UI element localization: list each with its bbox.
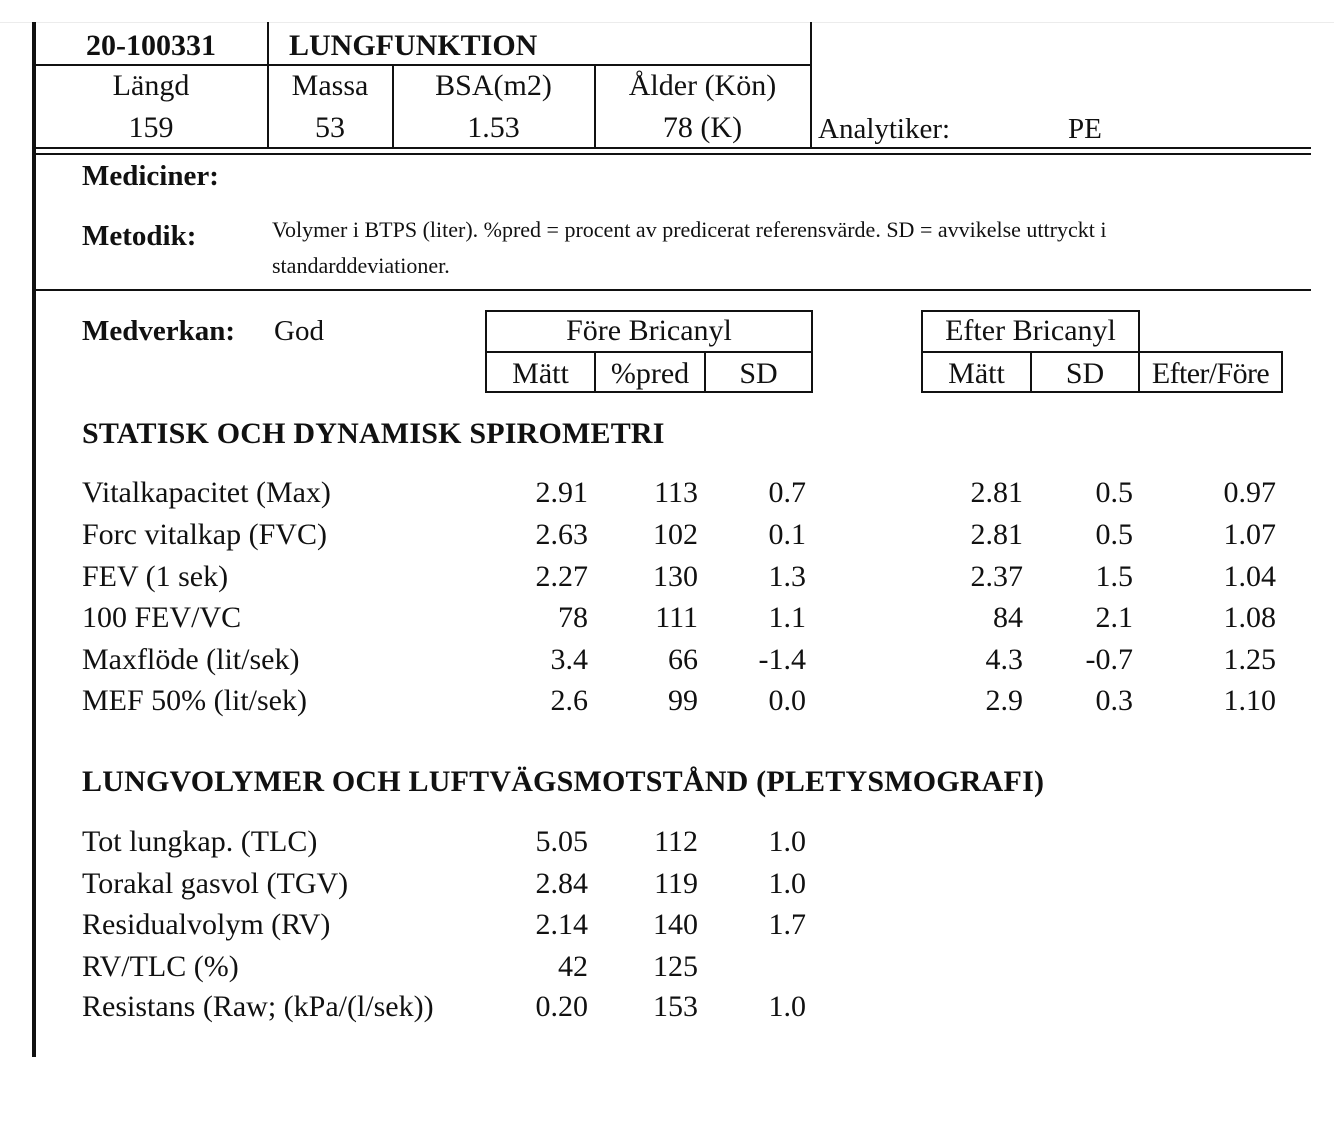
cell-ratio: 1.04 (1223, 560, 1276, 593)
fore-bricanyl-title: Före Bricanyl (566, 314, 732, 347)
cell-pred: 140 (653, 908, 698, 941)
efter-bricanyl-title: Efter Bricanyl (945, 314, 1116, 347)
section1-title: STATISK OCH DYNAMISK SPIROMETRI (82, 417, 665, 450)
cell-ratio: 1.08 (1223, 601, 1276, 634)
header-label-massa: Massa (291, 69, 369, 102)
row-label: Resistans (Raw; (kPa/(l/sek)) (82, 990, 434, 1023)
col-header-matt: Mätt (512, 357, 569, 390)
cell-sd: 0.7 (768, 476, 806, 509)
row-label: RV/TLC (%) (82, 950, 239, 983)
row-label: MEF 50% (lit/sek) (82, 684, 307, 717)
efter-bottom-rule (1138, 391, 1283, 393)
metodik-text-line1: Volymer i BTPS (liter). %pred = procent av predicerat referensvärde. SD = avvikelse uttryckt i (272, 217, 1107, 242)
cell-matt2: 4.3 (985, 643, 1023, 676)
cell-matt: 5.05 (535, 825, 588, 858)
cell-matt: 2.14 (535, 908, 588, 941)
viewer-top-band (0, 0, 1334, 23)
efter-subrule (921, 351, 1283, 353)
mediciner-label: Mediciner: (82, 160, 219, 192)
cell-matt: 78 (558, 601, 588, 634)
row-label: Residualvolym (RV) (82, 908, 331, 941)
cell-sd2: 2.1 (1095, 601, 1133, 634)
cell-sd: 1.7 (768, 908, 806, 941)
cell-pred: 66 (668, 643, 698, 676)
header-value-langd: 159 (128, 111, 174, 144)
cell-matt: 42 (558, 950, 588, 983)
cell-sd: 1.3 (768, 560, 806, 593)
cell-matt: 2.27 (535, 560, 588, 593)
cell-matt: 2.63 (535, 518, 588, 551)
header-double-rule (34, 147, 1311, 149)
header-label-bsa: BSA(m2) (435, 69, 552, 102)
cell-sd2: 0.3 (1095, 684, 1133, 717)
row-label: Maxflöde (lit/sek) (82, 643, 300, 676)
cell-sd2: 0.5 (1095, 476, 1133, 509)
section-rule (34, 289, 1311, 291)
row-label: 100 FEV/VC (82, 601, 242, 634)
header-label-alder: Ålder (Kön) (628, 69, 777, 102)
col-header-ratio: Efter/Före (1151, 357, 1270, 390)
efter-col-divider (1281, 351, 1283, 393)
cell-ratio: 1.10 (1223, 684, 1276, 717)
header-rule (34, 64, 812, 66)
cell-matt: 0.20 (535, 990, 588, 1023)
cell-sd: 1.0 (768, 867, 806, 900)
cell-matt: 2.91 (535, 476, 588, 509)
cell-ratio: 0.97 (1223, 476, 1276, 509)
cell-matt: 2.6 (550, 684, 588, 717)
section2-title: LUNGVOLYMER OCH LUFTVÄGSMOTSTÅND (PLETYSMOGRAFI) (82, 765, 1045, 798)
cell-pred: 153 (653, 990, 698, 1023)
row-label: FEV (1 sek) (82, 560, 229, 593)
row-label: Torakal gasvol (TGV) (82, 867, 349, 900)
cell-ratio: 1.07 (1223, 518, 1276, 551)
metodik-label: Metodik: (82, 220, 197, 252)
medverkan-label: Medverkan: (82, 315, 236, 347)
header-value-massa: 53 (315, 111, 345, 144)
cell-ratio: 1.25 (1223, 643, 1276, 676)
header-label-langd: Längd (112, 69, 190, 102)
cell-matt: 3.4 (550, 643, 588, 676)
col-header-sd2: SD (1065, 357, 1105, 390)
cell-sd: 1.1 (768, 601, 806, 634)
cell-pred: 130 (653, 560, 698, 593)
cell-pred: 113 (654, 476, 698, 509)
medverkan-value: God (274, 315, 324, 347)
analyst-label: Analytiker: (818, 113, 951, 145)
col-header-matt2: Mätt (948, 357, 1005, 390)
cell-pred: 99 (668, 684, 698, 717)
cell-matt2: 2.81 (970, 476, 1023, 509)
metodik-text-line2: standarddeviationer. (272, 253, 450, 278)
cell-sd: 0.0 (768, 684, 806, 717)
cell-sd: 1.0 (768, 990, 806, 1023)
cell-matt2: 2.81 (970, 518, 1023, 551)
cell-pred: 125 (653, 950, 698, 983)
fore-subrule (485, 351, 813, 353)
cell-matt2: 2.37 (970, 560, 1023, 593)
cell-matt2: 84 (993, 601, 1023, 634)
cell-sd: 1.0 (768, 825, 806, 858)
header-value-bsa: 1.53 (467, 111, 520, 144)
cell-pred: 111 (655, 601, 698, 634)
report-title: LUNGFUNKTION (289, 29, 538, 62)
cell-sd2: 1.5 (1095, 560, 1133, 593)
left-border (32, 22, 36, 1057)
analyst-value: PE (1068, 113, 1102, 145)
cell-sd2: 0.5 (1095, 518, 1133, 551)
cell-pred: 102 (653, 518, 698, 551)
cell-matt: 2.84 (535, 867, 588, 900)
patient-id: 20-100331 (86, 29, 216, 62)
header-divider (810, 22, 812, 148)
row-label: Tot lungkap. (TLC) (82, 825, 318, 858)
row-label: Forc vitalkap (FVC) (82, 518, 327, 551)
cell-matt2: 2.9 (985, 684, 1023, 717)
cell-sd: 0.1 (768, 518, 806, 551)
cell-pred: 112 (654, 825, 698, 858)
header-value-alder: 78 (K) (662, 111, 743, 144)
cell-pred: 119 (654, 867, 698, 900)
row-label: Vitalkapacitet (Max) (82, 476, 331, 509)
col-header-sd: SD (739, 357, 778, 390)
header-double-rule (34, 153, 1311, 155)
cell-sd2: -0.7 (1085, 643, 1133, 676)
cell-sd: -1.4 (758, 643, 806, 676)
col-header-pred: %pred (610, 357, 690, 390)
